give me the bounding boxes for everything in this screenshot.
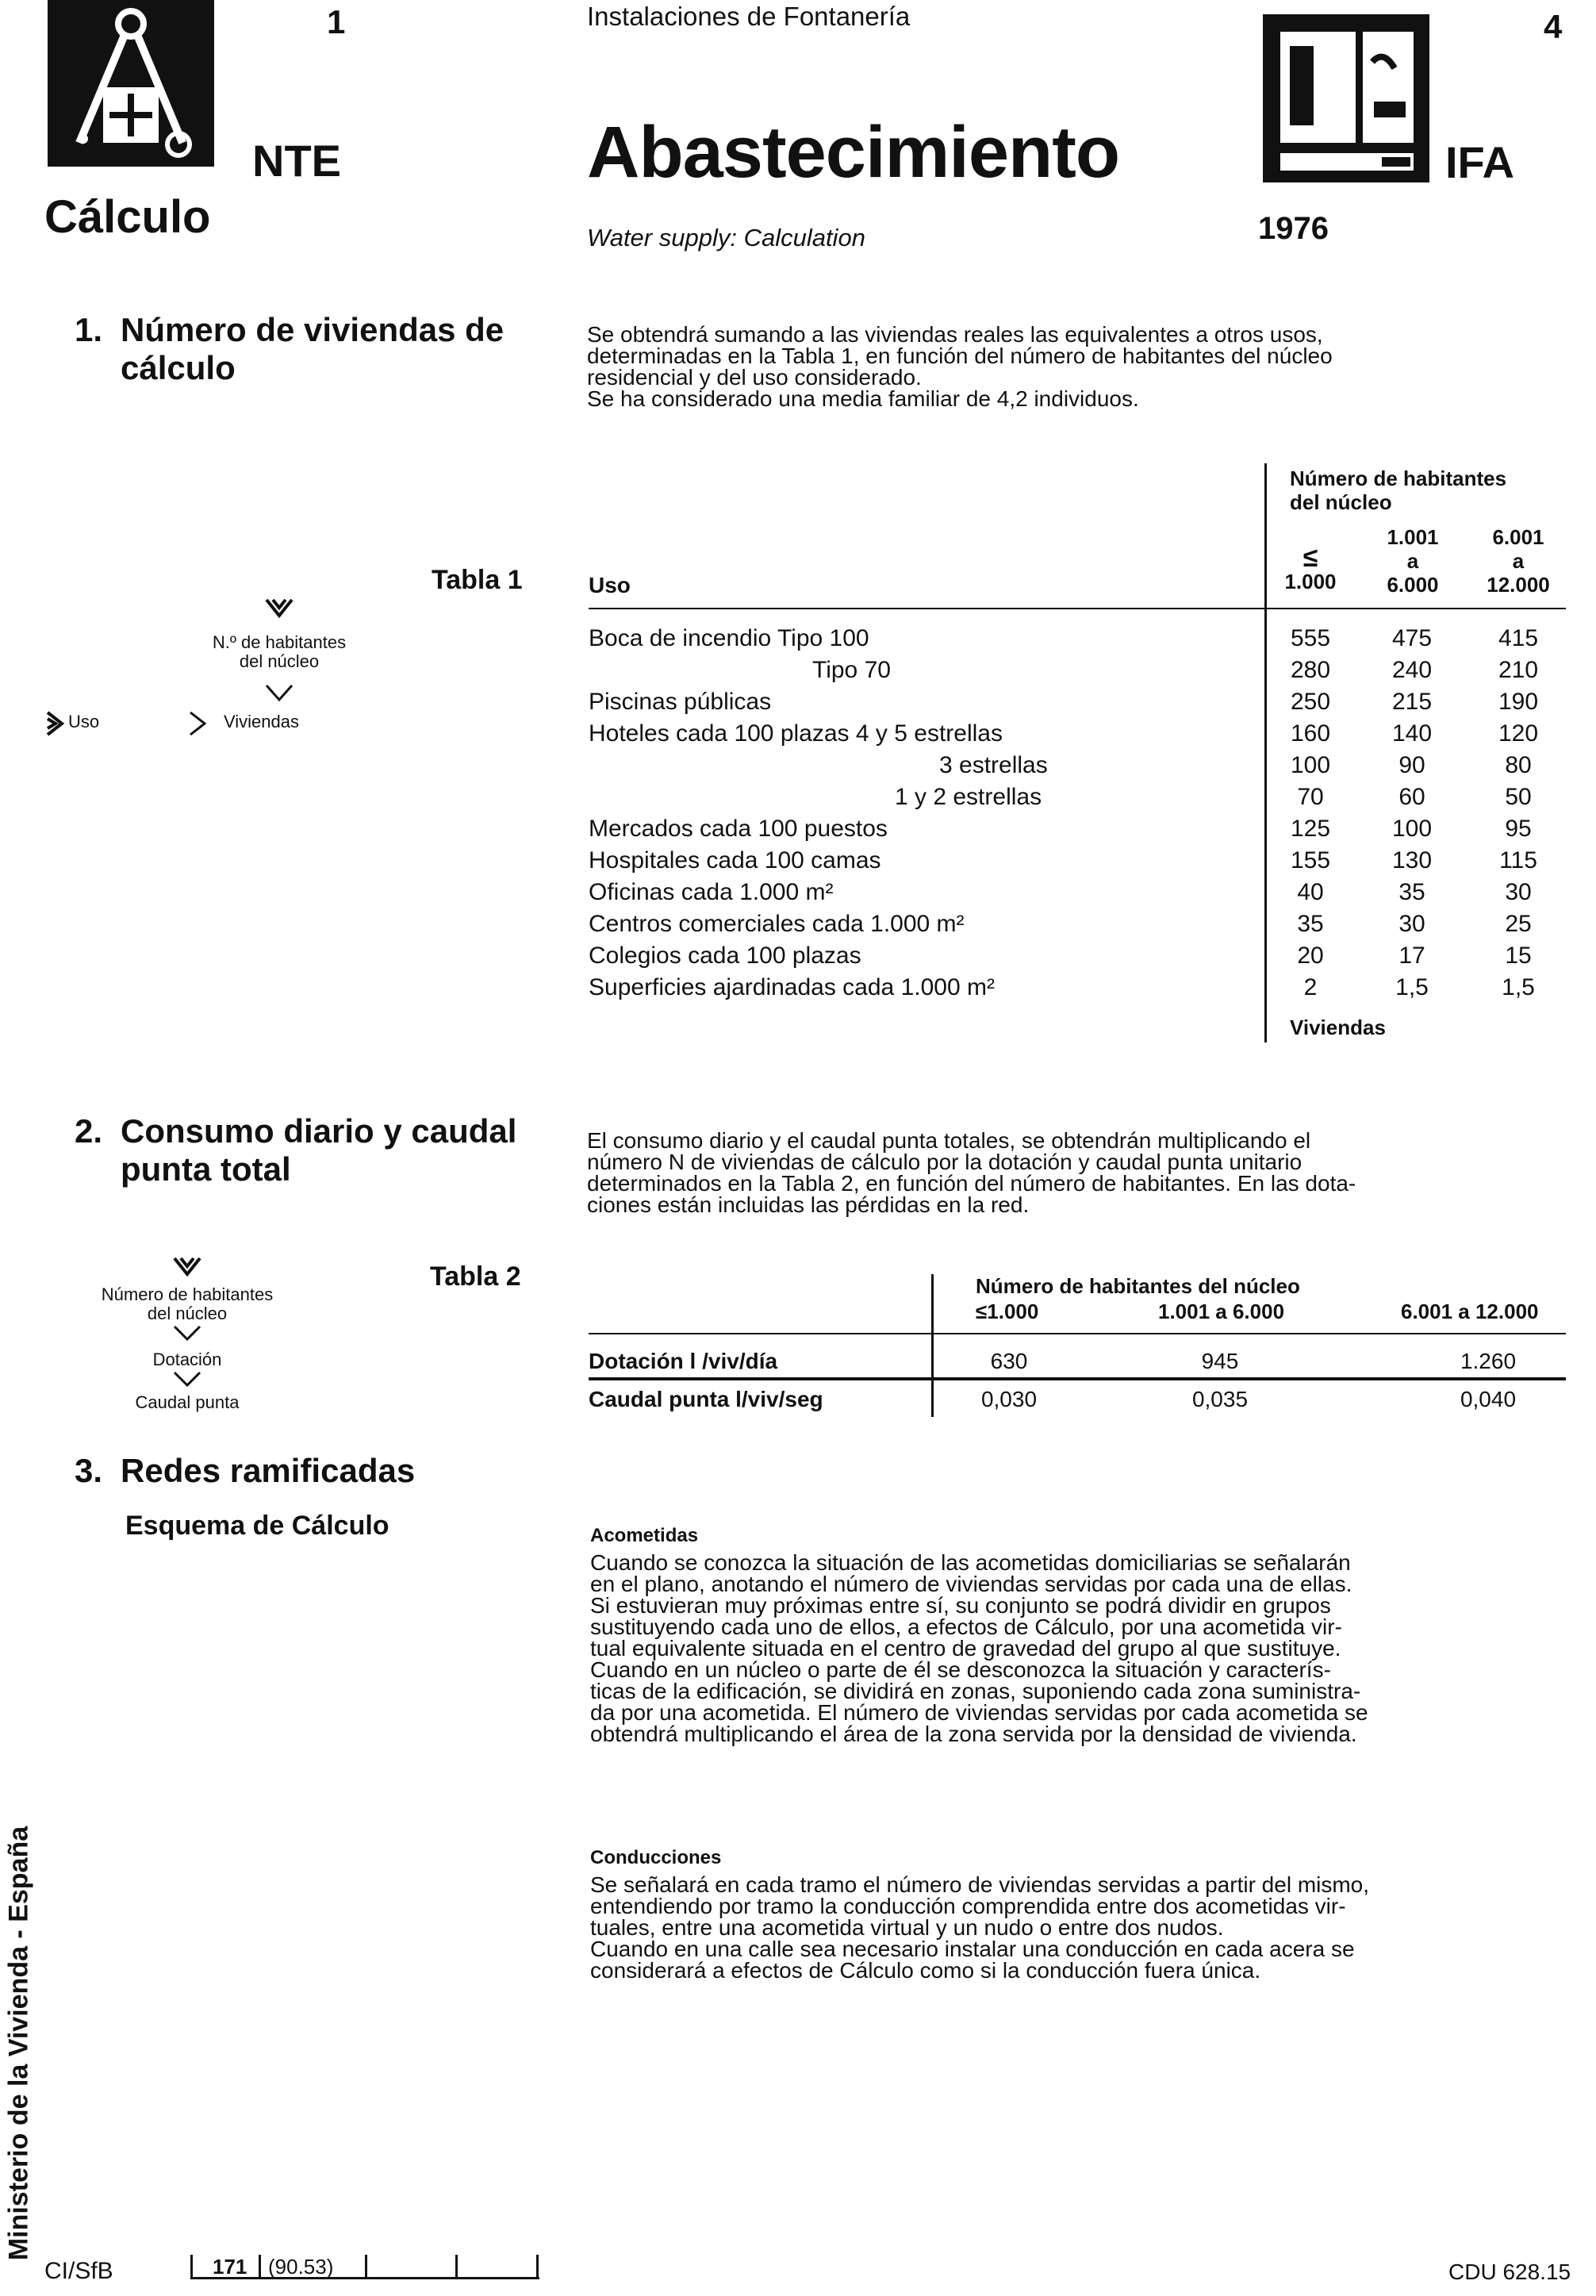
row-uso: Hospitales cada 100 camas	[589, 847, 881, 873]
diagram2-habitantes-line2: del núcleo	[147, 1303, 228, 1323]
cisfb-tick	[365, 2255, 367, 2279]
row-value-col3: 1,5	[1502, 974, 1535, 1000]
conducciones-line5: considerará a efectos de Cálculo como si la conducción fuera única.	[590, 1958, 1261, 1983]
table1-col1-line2: 1.000	[1284, 570, 1337, 593]
page-subtitle: Water supply: Calculation	[587, 224, 865, 251]
acometidas-line4: sustituyendo cada uno de ellos, a efectos de Cálculo, por una acometida vir-	[590, 1614, 1342, 1639]
conducciones-line3: tuales, entre una acometida virtual y un nudo o entre dos nudos.	[590, 1915, 1224, 1940]
row-value-col1: 70	[1297, 784, 1324, 810]
table1-col2-line1: 1.001	[1387, 525, 1439, 549]
row-value-col3: 115	[1499, 847, 1537, 873]
conducciones-title: Conducciones	[590, 1847, 722, 1868]
cisfb-code1: 171	[213, 2255, 247, 2279]
row-value-col2: 240	[1391, 657, 1433, 683]
row-value-col1: 35	[1297, 911, 1324, 937]
arrow-down-icon	[171, 1323, 203, 1342]
table1-col1-line1: ≤	[1303, 543, 1318, 573]
acometidas-line5: tual equivalente situada en el centro de gravedad del grupo al que sustituye.	[590, 1636, 1341, 1661]
diagram1-input-habitantes	[184, 633, 374, 671]
table-row	[589, 943, 1566, 974]
table1-col2-header	[1369, 525, 1456, 597]
s2-line4: ciones están incluidas las pérdidas en la red.	[587, 1192, 1030, 1217]
row-uso: Hoteles cada 100 plazas 4 y 5 estrellas	[589, 720, 1003, 747]
row-value-col2: 140	[1391, 720, 1433, 747]
tabla-1-label: Tabla 1	[432, 565, 523, 595]
diagram2-habitantes-line1: Número de habitantes	[101, 1284, 274, 1304]
row-value-col2: 60	[1398, 784, 1425, 810]
table-row	[589, 879, 1566, 911]
s2-line1: El consumo diario y el caudal punta totales, se obtendrán multiplicando el	[587, 1128, 1311, 1153]
row-value-col2: 90	[1398, 752, 1425, 778]
section-3-subtitle: Esquema de Cálculo	[125, 1511, 389, 1541]
row-value-col2: 30	[1398, 911, 1425, 937]
table2-row1-label: Dotación l /viv/día	[589, 1349, 778, 1373]
arrow-down-icon	[171, 1255, 203, 1277]
cdu-code: CDU 628.15	[1448, 2260, 1571, 2284]
diagram2-dotacion: Dotación	[152, 1350, 222, 1369]
table2-row1-col2: 945	[1201, 1349, 1239, 1373]
diagram1-output-viviendas: Viviendas	[224, 712, 299, 731]
table1-footer-unit: Viviendas	[1290, 1016, 1386, 1039]
table1-group-header	[1290, 466, 1506, 514]
table2-col2-header: 1.001 a 6.000	[1158, 1300, 1285, 1323]
cisfb-tick	[536, 2255, 539, 2279]
row-value-col1: 250	[1290, 689, 1331, 715]
s1-line3: residencial y del uso considerado.	[587, 365, 922, 390]
cisfb-tick	[190, 2255, 193, 2279]
section-1-number: 1.	[75, 311, 103, 348]
section-2-heading	[75, 1112, 516, 1188]
acometidas-line9: obtendrá multiplicando el área de la zona servida por la densidad de vivienda.	[590, 1722, 1357, 1746]
table-row	[589, 720, 1566, 752]
year: 1976	[1258, 211, 1329, 246]
table1-uso-header: Uso	[589, 573, 631, 597]
table1-col1-header	[1271, 543, 1350, 593]
section-3-heading	[75, 1452, 415, 1490]
row-value-col1: 40	[1297, 879, 1324, 905]
s1-line4: Se ha considerado una media familiar de 4,2 individuos.	[587, 386, 1139, 411]
acometidas-line3: Si estuvieran muy próximas entre sí, su conjunto se podrá dividir en grupos	[590, 1593, 1331, 1618]
table1-col3-line2: a	[1512, 549, 1525, 573]
cisfb-tick	[259, 2255, 261, 2279]
table2-row2-col1: 0,030	[980, 1387, 1038, 1411]
table2-group-header: Número de habitantes del núcleo	[976, 1274, 1300, 1298]
section-2-title-line1: Consumo diario y caudal	[121, 1112, 517, 1150]
section-1-heading	[75, 311, 504, 387]
table2-row2-col2: 0,035	[1191, 1387, 1249, 1411]
conducciones-line4: Cuando en una calle sea necesario instalar una conducción en cada acera se	[590, 1937, 1355, 1961]
conducciones-line1: Se señalará en cada tramo el número de viviendas servidas a partir del mismo,	[590, 1872, 1370, 1897]
section-2-number: 2.	[75, 1112, 103, 1150]
nte-logo	[48, 0, 214, 167]
row-value-col1: 2	[1303, 974, 1318, 1000]
section-3-number: 3.	[75, 1452, 103, 1489]
ministry-vertical: Ministerio de la Vivienda - España	[3, 1826, 34, 2261]
section-3-title: Redes ramificadas	[121, 1452, 416, 1489]
table2-vertical-rule	[931, 1274, 934, 1417]
table2-col3-header: 6.001 a 12.000	[1401, 1300, 1539, 1323]
table-row	[589, 689, 1566, 720]
table1-col2-line3: 6.000	[1387, 573, 1439, 597]
page-title: Abastecimiento	[587, 112, 1120, 193]
cisfb-tick	[455, 2255, 458, 2279]
section-1-paragraph	[587, 324, 1564, 409]
row-value-col1: 125	[1290, 816, 1331, 842]
table1-col3-line1: 6.001	[1492, 525, 1544, 549]
page-number-left: 1	[327, 3, 346, 40]
arrow-down-icon	[171, 1369, 203, 1388]
table-row	[589, 752, 1566, 784]
row-value-col3: 120	[1498, 720, 1539, 747]
table-row	[589, 657, 1566, 689]
arrow-right-icon	[187, 709, 208, 738]
row-uso: Tipo 70	[812, 657, 891, 683]
cisfb-code2: (90.53)	[268, 2255, 334, 2279]
row-value-col1: 155	[1290, 847, 1331, 873]
arrow-down-icon	[263, 682, 295, 703]
table1-col2-line2: a	[1406, 549, 1419, 573]
row-value-col2: 215	[1391, 689, 1433, 715]
acometidas-title: Acometidas	[590, 1525, 699, 1546]
row-value-col1: 20	[1297, 943, 1324, 969]
row-value-col2: 35	[1398, 879, 1425, 905]
row-uso: Mercados cada 100 puestos	[589, 816, 888, 842]
diagram1-habitantes-line1: N.º de habitantes	[212, 632, 347, 652]
arrow-down-icon	[263, 597, 295, 619]
row-value-col1: 555	[1290, 625, 1331, 651]
row-value-col2: 130	[1391, 847, 1433, 873]
table2-col1-header: ≤1.000	[976, 1300, 1039, 1323]
table-row	[589, 784, 1566, 816]
row-value-col1: 100	[1290, 752, 1331, 778]
section-1-title-line1: Número de viviendas de	[121, 311, 505, 348]
s2-line2: número N de viviendas de cálculo por la dotación y caudal punta unitario	[587, 1150, 1303, 1174]
table2-row1-col1: 630	[990, 1349, 1028, 1373]
row-value-col3: 50	[1505, 784, 1532, 810]
diagram1-input-uso: Uso	[68, 712, 100, 731]
section-2-title-line2: punta total	[121, 1150, 291, 1188]
table-row	[589, 847, 1566, 879]
acometidas-line2: en el plano, anotando el número de viviendas servidas por cada una de ellas.	[590, 1572, 1352, 1596]
conducciones-line2: entendiendo por tramo la conducción comprendida entre dos acometidas vir-	[590, 1894, 1346, 1918]
section-1-title-line2: cálculo	[121, 349, 236, 386]
ifa-logo	[1263, 14, 1429, 182]
table1-col3-header	[1471, 525, 1566, 597]
acometidas-paragraph	[590, 1552, 1564, 1745]
table-1	[589, 459, 1566, 1046]
table2-row1-col3: 1.260	[1460, 1349, 1517, 1373]
table2-row2-col3: 0,040	[1460, 1387, 1517, 1411]
row-value-col3: 95	[1505, 816, 1532, 842]
row-value-col3: 210	[1498, 657, 1539, 683]
conducciones-paragraph	[590, 1874, 1564, 1981]
row-value-col3: 25	[1505, 911, 1532, 937]
s1-line1: Se obtendrá sumando a las viviendas reales las equivalentes a otros usos,	[587, 322, 1323, 347]
row-value-col2: 100	[1391, 816, 1433, 842]
row-uso: 1 y 2 estrellas	[895, 784, 1042, 810]
row-value-col3: 15	[1505, 943, 1532, 969]
cisfb-label: CI/SfB	[44, 2258, 113, 2284]
diagram2-caudal-punta: Caudal punta	[135, 1392, 240, 1412]
row-value-col3: 190	[1498, 689, 1539, 715]
table1-col3-line3: 12.000	[1487, 573, 1550, 597]
row-value-col2: 1,5	[1395, 974, 1429, 1000]
water-tank-logo-icon	[1263, 14, 1429, 182]
row-uso: Boca de incendio Tipo 100	[589, 625, 869, 651]
row-uso: Centros comerciales cada 1.000 m²	[589, 911, 965, 937]
diagram2-input-habitantes	[68, 1285, 306, 1323]
acometidas-line8: da por una acometida. El número de viviendas servidas por cada acometida se	[590, 1700, 1368, 1725]
table2-row2-label: Caudal punta l/viv/seg	[589, 1387, 823, 1411]
s2-line3: determinados en la Tabla 2, en función del número de habitantes. En las dota-	[587, 1171, 1356, 1196]
row-uso: Superficies ajardinadas cada 1.000 m²	[589, 974, 995, 1000]
row-value-col2: 475	[1391, 625, 1433, 651]
arrow-right-icon	[44, 709, 65, 738]
row-uso: Colegios cada 100 plazas	[589, 943, 861, 969]
acometidas-line7: ticas de la edificación, se dividirá en zonas, suponiendo cada zona suministra-	[590, 1679, 1361, 1703]
table1-group-line2: del núcleo	[1290, 490, 1392, 514]
acometidas-line6: Cuando en un núcleo o parte de él se desconozca la situación y caracterís-	[590, 1657, 1331, 1682]
nte-label: NTE	[252, 136, 341, 186]
s1-line2: determinadas en la Tabla 1, en función del número de habitantes del núcleo	[587, 344, 1333, 368]
row-uso: 3 estrellas	[939, 752, 1048, 778]
table2-row-rule	[589, 1377, 1566, 1380]
row-value-col3: 80	[1505, 752, 1532, 778]
acometidas-line1: Cuando se conozca la situación de las acometidas domiciliarias se señalarán	[590, 1550, 1351, 1575]
ifa-code: IFA	[1445, 137, 1515, 187]
series-title: Instalaciones de Fontanería	[587, 2, 911, 31]
table-2	[589, 1274, 1566, 1420]
page-number-right: 4	[1544, 8, 1563, 45]
row-uso: Oficinas cada 1.000 m²	[589, 879, 834, 905]
table-row	[589, 974, 1566, 1006]
section-word: Cálculo	[44, 191, 211, 243]
diagram1-habitantes-line2: del núcleo	[239, 651, 320, 671]
row-value-col2: 17	[1398, 943, 1425, 969]
row-value-col3: 30	[1505, 879, 1532, 905]
row-uso: Piscinas públicas	[589, 689, 772, 715]
table1-group-line1: Número de habitantes	[1290, 466, 1507, 490]
table1-header-rule	[589, 608, 1566, 609]
row-value-col1: 160	[1290, 720, 1331, 747]
tabla-2-label: Tabla 2	[430, 1261, 521, 1292]
table-row	[589, 625, 1566, 657]
row-value-col3: 415	[1498, 625, 1539, 651]
table2-header-rule	[589, 1333, 1566, 1334]
table-row	[589, 911, 1566, 943]
section-2-paragraph	[587, 1130, 1564, 1215]
compass-logo-icon	[48, 0, 214, 167]
row-value-col1: 280	[1290, 657, 1331, 683]
table-row	[589, 816, 1566, 847]
